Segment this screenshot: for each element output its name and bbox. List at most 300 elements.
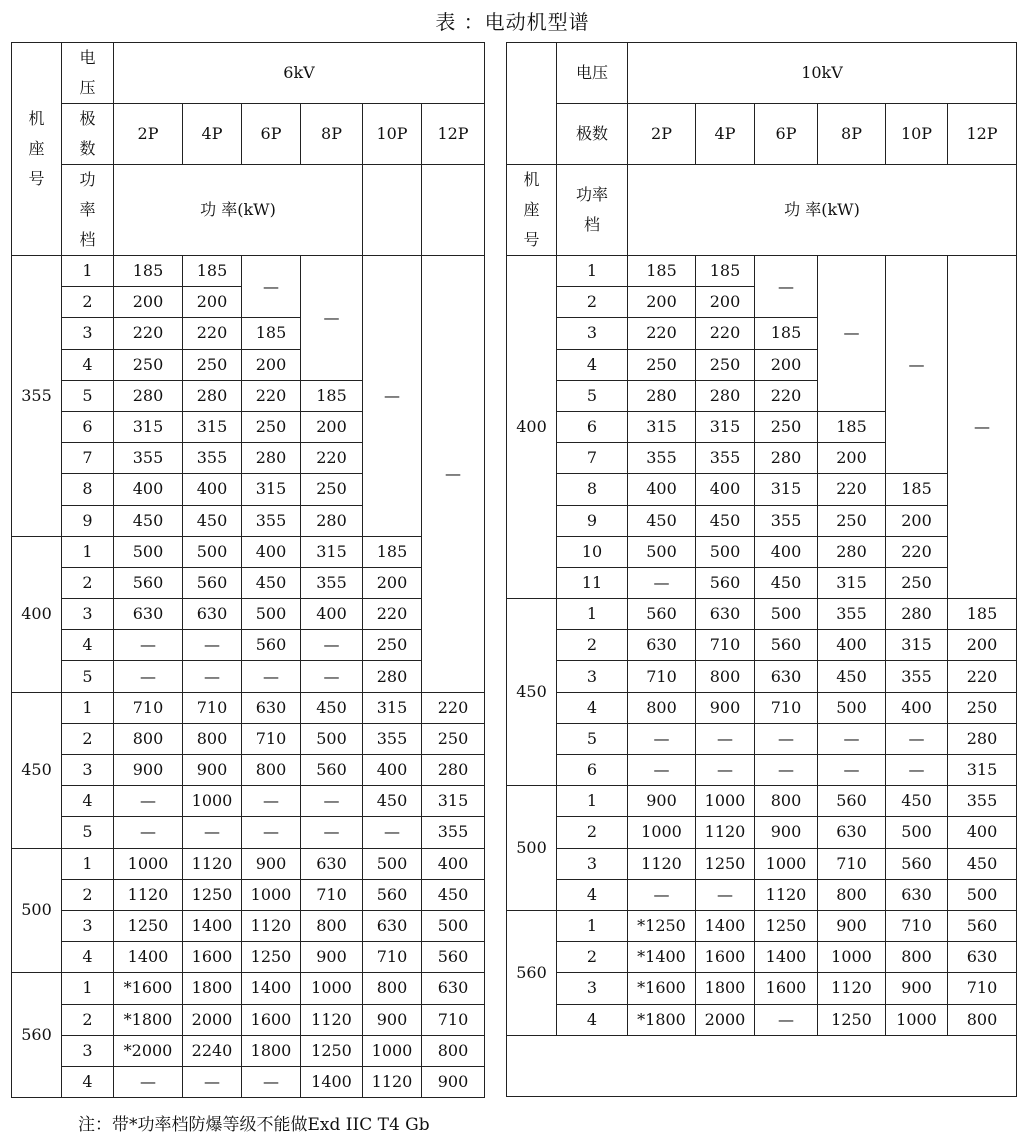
power-value-cell: 1120 <box>628 848 696 879</box>
power-value-cell: 315 <box>755 474 818 505</box>
power-step-cell: 10 <box>557 536 628 567</box>
power-value-cell: 200 <box>755 349 818 380</box>
power-value-cell: 280 <box>755 443 818 474</box>
table-row <box>507 567 1017 598</box>
power-value-cell: 315 <box>696 411 755 442</box>
power-value-cell: 710 <box>818 848 886 879</box>
power-value-cell: — <box>696 755 755 786</box>
power-value-cell: — <box>114 630 183 661</box>
power-step-cell: 4 <box>557 1004 628 1035</box>
footnote: 注：带*功率档防爆等级不能做Exd IIC T4 Gb <box>78 1115 430 1135</box>
power-value-cell: 800 <box>422 1035 485 1066</box>
power-value-cell: — <box>886 723 948 754</box>
power-value-cell: 220 <box>696 318 755 349</box>
power-value-cell: 315 <box>628 411 696 442</box>
table-row <box>507 630 1017 661</box>
power-value-cell: *1800 <box>628 1004 696 1035</box>
power-value-cell: 1800 <box>242 1035 301 1066</box>
power-value-cell: *1600 <box>114 973 183 1004</box>
power-value-cell: 560 <box>242 630 301 661</box>
power-value-cell: 250 <box>301 474 363 505</box>
power-step-cell: 8 <box>557 474 628 505</box>
power-value-cell: 1000 <box>242 879 301 910</box>
power-value-cell: — <box>114 1066 183 1097</box>
power-value-cell: — <box>301 630 363 661</box>
merged-dash-cell: — <box>363 256 422 537</box>
table-row <box>12 817 485 848</box>
power-value-cell: 1400 <box>696 910 755 941</box>
power-value-cell: — <box>242 1066 301 1097</box>
power-step-cell: 3 <box>62 599 114 630</box>
table-row <box>12 1066 485 1097</box>
power-value-cell: 355 <box>114 443 183 474</box>
poles-label: 极数 <box>557 104 628 165</box>
table-body-6kv <box>12 256 485 1098</box>
power-value-cell: 1250 <box>183 879 242 910</box>
power-value-cell: — <box>114 817 183 848</box>
power-value-cell: 185 <box>948 599 1017 630</box>
power-step-cell: 2 <box>62 287 114 318</box>
power-value-cell: — <box>696 723 755 754</box>
table-row <box>12 599 485 630</box>
power-value-cell: — <box>696 879 755 910</box>
power-unit-label: 功 率(kW) <box>628 165 1017 256</box>
power-value-cell: 560 <box>114 567 183 598</box>
power-value-cell: 280 <box>948 723 1017 754</box>
power-value-cell: 450 <box>422 879 485 910</box>
power-value-cell: 1400 <box>183 910 242 941</box>
power-value-cell: 355 <box>628 443 696 474</box>
power-step-cell: 3 <box>557 318 628 349</box>
power-value-cell: 500 <box>818 692 886 723</box>
pole-header-2p: 2P <box>114 104 183 165</box>
power-value-cell: 1120 <box>301 1004 363 1035</box>
power-step-cell: 5 <box>62 380 114 411</box>
power-value-cell: 315 <box>948 755 1017 786</box>
power-value-cell: 710 <box>422 1004 485 1035</box>
power-value-cell: 500 <box>114 536 183 567</box>
power-value-cell: 250 <box>948 692 1017 723</box>
power-value-cell: 900 <box>755 817 818 848</box>
power-step-cell: 1 <box>62 848 114 879</box>
power-value-cell: 400 <box>114 474 183 505</box>
table-row <box>12 755 485 786</box>
table-row <box>12 973 485 1004</box>
power-value-cell: 560 <box>363 879 422 910</box>
power-value-cell: 900 <box>628 786 696 817</box>
frame-number-header: 机 座 号 <box>507 165 557 256</box>
power-step-cell: 4 <box>557 692 628 723</box>
power-step-cell: 2 <box>557 817 628 848</box>
frame-number-cell: 355 <box>12 256 62 537</box>
power-value-cell: 200 <box>301 411 363 442</box>
power-value-cell: — <box>628 755 696 786</box>
power-value-cell: 630 <box>114 599 183 630</box>
power-value-cell: *1400 <box>628 942 696 973</box>
power-value-cell: — <box>818 755 886 786</box>
power-step-cell: 4 <box>62 786 114 817</box>
power-value-cell: 800 <box>363 973 422 1004</box>
frame-number-cell: 400 <box>12 536 62 692</box>
power-step-label: 功率 档 <box>557 165 628 256</box>
merged-dash-cell: — <box>948 256 1017 599</box>
power-value-cell: — <box>818 723 886 754</box>
power-value-cell: 220 <box>114 318 183 349</box>
power-value-cell: 1000 <box>114 848 183 879</box>
power-value-cell: 315 <box>422 786 485 817</box>
power-value-cell: 630 <box>422 973 485 1004</box>
power-step-cell: 2 <box>557 630 628 661</box>
power-value-cell: 1250 <box>242 942 301 973</box>
empty-header-cell <box>363 165 422 256</box>
table-row <box>12 661 485 692</box>
power-value-cell: 1250 <box>301 1035 363 1066</box>
power-step-cell: 4 <box>557 349 628 380</box>
power-value-cell: 450 <box>886 786 948 817</box>
power-step-cell: 3 <box>62 318 114 349</box>
power-value-cell: 200 <box>818 443 886 474</box>
power-value-cell: 315 <box>818 567 886 598</box>
power-value-cell: 710 <box>242 723 301 754</box>
power-value-cell: 400 <box>242 536 301 567</box>
table-row <box>507 879 1017 910</box>
power-value-cell: 710 <box>696 630 755 661</box>
table-6kv-wrapper <box>11 42 485 1098</box>
voltage-label: 电压 <box>557 43 628 104</box>
frame-number-cell: 500 <box>507 786 557 911</box>
merged-dash-cell: — <box>755 256 818 318</box>
merged-dash-cell: — <box>818 256 886 412</box>
power-value-cell: 1600 <box>696 942 755 973</box>
power-step-cell: 3 <box>557 661 628 692</box>
power-value-cell: 800 <box>242 755 301 786</box>
power-value-cell: 500 <box>628 536 696 567</box>
power-value-cell: 800 <box>301 910 363 941</box>
power-value-cell: *1250 <box>628 910 696 941</box>
power-value-cell: 560 <box>948 910 1017 941</box>
power-value-cell: 250 <box>755 411 818 442</box>
power-step-cell: 1 <box>62 536 114 567</box>
power-value-cell: 1600 <box>183 942 242 973</box>
table-row <box>507 505 1017 536</box>
power-value-cell: 280 <box>696 380 755 411</box>
power-step-cell: 1 <box>557 599 628 630</box>
power-value-cell: 630 <box>183 599 242 630</box>
power-value-cell: 1120 <box>363 1066 422 1097</box>
power-value-cell: 250 <box>818 505 886 536</box>
power-value-cell: 900 <box>301 942 363 973</box>
power-value-cell: — <box>242 661 301 692</box>
power-value-cell: 630 <box>755 661 818 692</box>
table-row <box>507 755 1017 786</box>
power-value-cell: 400 <box>755 536 818 567</box>
power-value-cell: 220 <box>183 318 242 349</box>
pole-header-6p: 6P <box>755 104 818 165</box>
power-value-cell: 185 <box>818 411 886 442</box>
power-step-cell: 2 <box>62 1004 114 1035</box>
power-value-cell: 1250 <box>696 848 755 879</box>
power-value-cell: 400 <box>948 817 1017 848</box>
power-value-cell: 400 <box>363 755 422 786</box>
power-value-cell: 2000 <box>696 1004 755 1035</box>
table-row <box>12 692 485 723</box>
power-value-cell: 280 <box>628 380 696 411</box>
voltage-value: 6kV <box>114 43 485 104</box>
power-value-cell: 220 <box>422 692 485 723</box>
power-step-cell: 5 <box>62 817 114 848</box>
power-value-cell: 355 <box>886 661 948 692</box>
power-value-cell: 200 <box>696 287 755 318</box>
power-value-cell: 280 <box>114 380 183 411</box>
power-value-cell: 250 <box>628 349 696 380</box>
power-value-cell: 710 <box>301 879 363 910</box>
power-value-cell: 900 <box>114 755 183 786</box>
frame-number-cell: 500 <box>12 848 62 973</box>
power-value-cell: — <box>301 817 363 848</box>
power-value-cell: 200 <box>242 349 301 380</box>
power-value-cell: 450 <box>114 505 183 536</box>
power-value-cell: 900 <box>422 1066 485 1097</box>
power-value-cell: 280 <box>301 505 363 536</box>
power-value-cell: 630 <box>363 910 422 941</box>
power-step-cell: 1 <box>557 910 628 941</box>
power-value-cell: 220 <box>755 380 818 411</box>
power-value-cell: 560 <box>818 786 886 817</box>
power-value-cell: 1000 <box>886 1004 948 1035</box>
power-value-cell: 400 <box>183 474 242 505</box>
power-value-cell: 185 <box>301 380 363 411</box>
voltage-value: 10kV <box>628 43 1017 104</box>
power-value-cell: 315 <box>363 692 422 723</box>
table-row <box>12 1004 485 1035</box>
power-value-cell: 185 <box>755 318 818 349</box>
table-row <box>507 256 1017 287</box>
table-row <box>507 692 1017 723</box>
power-value-cell: 1120 <box>183 848 242 879</box>
power-value-cell: 560 <box>183 567 242 598</box>
power-value-cell: 500 <box>363 848 422 879</box>
power-value-cell: 315 <box>301 536 363 567</box>
power-value-cell: 220 <box>886 536 948 567</box>
power-value-cell: — <box>183 1066 242 1097</box>
power-value-cell: — <box>301 661 363 692</box>
power-value-cell: 1800 <box>696 973 755 1004</box>
power-value-cell: 630 <box>948 942 1017 973</box>
power-value-cell: 185 <box>363 536 422 567</box>
table-row <box>507 599 1017 630</box>
pole-header-10p: 10P <box>886 104 948 165</box>
pole-header-12p: 12P <box>422 104 485 165</box>
power-value-cell: 355 <box>183 443 242 474</box>
power-value-cell: 400 <box>422 848 485 879</box>
power-value-cell: 200 <box>948 630 1017 661</box>
power-value-cell: 900 <box>696 692 755 723</box>
power-value-cell: 250 <box>696 349 755 380</box>
power-value-cell: 280 <box>363 661 422 692</box>
table-row <box>12 879 485 910</box>
power-step-cell: 4 <box>62 942 114 973</box>
power-value-cell: 630 <box>628 630 696 661</box>
power-step-cell: 4 <box>62 1066 114 1097</box>
merged-dash-cell: — <box>301 256 363 381</box>
power-value-cell: 710 <box>363 942 422 973</box>
power-value-cell: 560 <box>696 567 755 598</box>
power-value-cell: — <box>114 786 183 817</box>
power-value-cell: — <box>628 567 696 598</box>
power-value-cell: — <box>114 661 183 692</box>
power-step-cell: 2 <box>557 942 628 973</box>
power-value-cell: 280 <box>422 755 485 786</box>
empty-header-cell <box>422 165 485 256</box>
power-value-cell: 900 <box>183 755 242 786</box>
power-step-cell: 6 <box>557 755 628 786</box>
power-value-cell: — <box>886 755 948 786</box>
power-value-cell: 400 <box>696 474 755 505</box>
power-value-cell: — <box>363 817 422 848</box>
power-value-cell: 355 <box>755 505 818 536</box>
power-value-cell: *1600 <box>628 973 696 1004</box>
power-value-cell: 1000 <box>363 1035 422 1066</box>
table-row <box>12 910 485 941</box>
power-value-cell: *1800 <box>114 1004 183 1035</box>
power-value-cell: 185 <box>628 256 696 287</box>
table-row <box>507 786 1017 817</box>
power-step-cell: 9 <box>557 505 628 536</box>
power-value-cell: 185 <box>114 256 183 287</box>
power-value-cell: 710 <box>183 692 242 723</box>
power-value-cell: 1400 <box>242 973 301 1004</box>
power-step-cell: 3 <box>62 910 114 941</box>
pole-header-6p: 6P <box>242 104 301 165</box>
table-row <box>507 910 1017 941</box>
power-value-cell: — <box>242 817 301 848</box>
power-value-cell: 630 <box>818 817 886 848</box>
power-value-cell: 1250 <box>818 1004 886 1035</box>
power-value-cell: 800 <box>628 692 696 723</box>
frame-number-cell: 450 <box>507 599 557 786</box>
power-step-cell: 2 <box>62 567 114 598</box>
power-value-cell: 450 <box>628 505 696 536</box>
power-value-cell: 250 <box>183 349 242 380</box>
power-step-cell: 6 <box>62 411 114 442</box>
pole-header-12p: 12P <box>948 104 1017 165</box>
pole-header-8p: 8P <box>301 104 363 165</box>
power-step-cell: 1 <box>62 692 114 723</box>
table-row <box>12 942 485 973</box>
power-value-cell: 1000 <box>696 786 755 817</box>
power-value-cell: 560 <box>755 630 818 661</box>
power-value-cell: 710 <box>755 692 818 723</box>
power-value-cell: 800 <box>948 1004 1017 1035</box>
empty-header-cell <box>507 43 557 165</box>
power-step-cell: 5 <box>62 661 114 692</box>
power-step-cell: 6 <box>557 411 628 442</box>
power-value-cell: 355 <box>818 599 886 630</box>
power-step-cell: 3 <box>557 848 628 879</box>
power-value-cell: 1400 <box>301 1066 363 1097</box>
power-step-cell: 1 <box>62 973 114 1004</box>
power-value-cell: 900 <box>886 973 948 1004</box>
power-value-cell: 710 <box>948 973 1017 1004</box>
power-value-cell: 800 <box>818 879 886 910</box>
power-value-cell: 450 <box>755 567 818 598</box>
power-value-cell: 1800 <box>183 973 242 1004</box>
power-step-cell: 4 <box>557 879 628 910</box>
power-step-cell: 9 <box>62 505 114 536</box>
power-value-cell: 220 <box>628 318 696 349</box>
power-value-cell: 1400 <box>755 942 818 973</box>
frame-number-cell: 400 <box>507 256 557 599</box>
power-value-cell: 800 <box>183 723 242 754</box>
power-value-cell: 500 <box>696 536 755 567</box>
power-value-cell: 500 <box>755 599 818 630</box>
table-row <box>507 536 1017 567</box>
power-value-cell: *2000 <box>114 1035 183 1066</box>
table-row <box>507 973 1017 1004</box>
power-value-cell: — <box>628 723 696 754</box>
power-value-cell: — <box>628 879 696 910</box>
table-row <box>507 474 1017 505</box>
power-step-cell: 7 <box>62 443 114 474</box>
motor-spec-table-10kv <box>506 42 1017 1097</box>
power-step-cell: 2 <box>557 287 628 318</box>
frame-number-cell: 560 <box>12 973 62 1098</box>
power-step-cell: 4 <box>62 630 114 661</box>
power-value-cell: 1250 <box>114 910 183 941</box>
power-value-cell: 500 <box>301 723 363 754</box>
power-value-cell: 220 <box>818 474 886 505</box>
power-value-cell: 1600 <box>755 973 818 1004</box>
power-step-cell: 8 <box>62 474 114 505</box>
power-value-cell: 185 <box>886 474 948 505</box>
power-step-label: 功 率 档 <box>62 165 114 256</box>
table-row <box>12 630 485 661</box>
table-row <box>507 848 1017 879</box>
power-step-cell: 1 <box>557 256 628 287</box>
power-value-cell: — <box>183 630 242 661</box>
power-value-cell: — <box>183 661 242 692</box>
table-row <box>12 723 485 754</box>
power-value-cell: 630 <box>696 599 755 630</box>
power-value-cell: 400 <box>818 630 886 661</box>
power-value-cell: 710 <box>114 692 183 723</box>
frame-number-cell: 450 <box>12 692 62 848</box>
table-row <box>507 661 1017 692</box>
frame-number-header: 机 座 号 <box>12 43 62 256</box>
power-value-cell: 630 <box>301 848 363 879</box>
blank-row <box>507 1035 1017 1096</box>
power-value-cell: 2240 <box>183 1035 242 1066</box>
power-step-cell: 7 <box>557 443 628 474</box>
power-value-cell: 710 <box>886 910 948 941</box>
frame-number-cell: 560 <box>507 910 557 1035</box>
table-row <box>12 848 485 879</box>
power-value-cell: — <box>755 755 818 786</box>
power-value-cell: 200 <box>886 505 948 536</box>
power-value-cell: 1000 <box>301 973 363 1004</box>
power-value-cell: 1120 <box>114 879 183 910</box>
power-value-cell: 450 <box>948 848 1017 879</box>
power-value-cell: 315 <box>886 630 948 661</box>
power-value-cell: 900 <box>363 1004 422 1035</box>
power-value-cell: 315 <box>183 411 242 442</box>
power-step-cell: 3 <box>557 973 628 1004</box>
power-value-cell: 400 <box>628 474 696 505</box>
power-step-cell: 1 <box>557 786 628 817</box>
table-row <box>507 1004 1017 1035</box>
power-value-cell: 200 <box>114 287 183 318</box>
blank-cell <box>507 1035 1017 1096</box>
